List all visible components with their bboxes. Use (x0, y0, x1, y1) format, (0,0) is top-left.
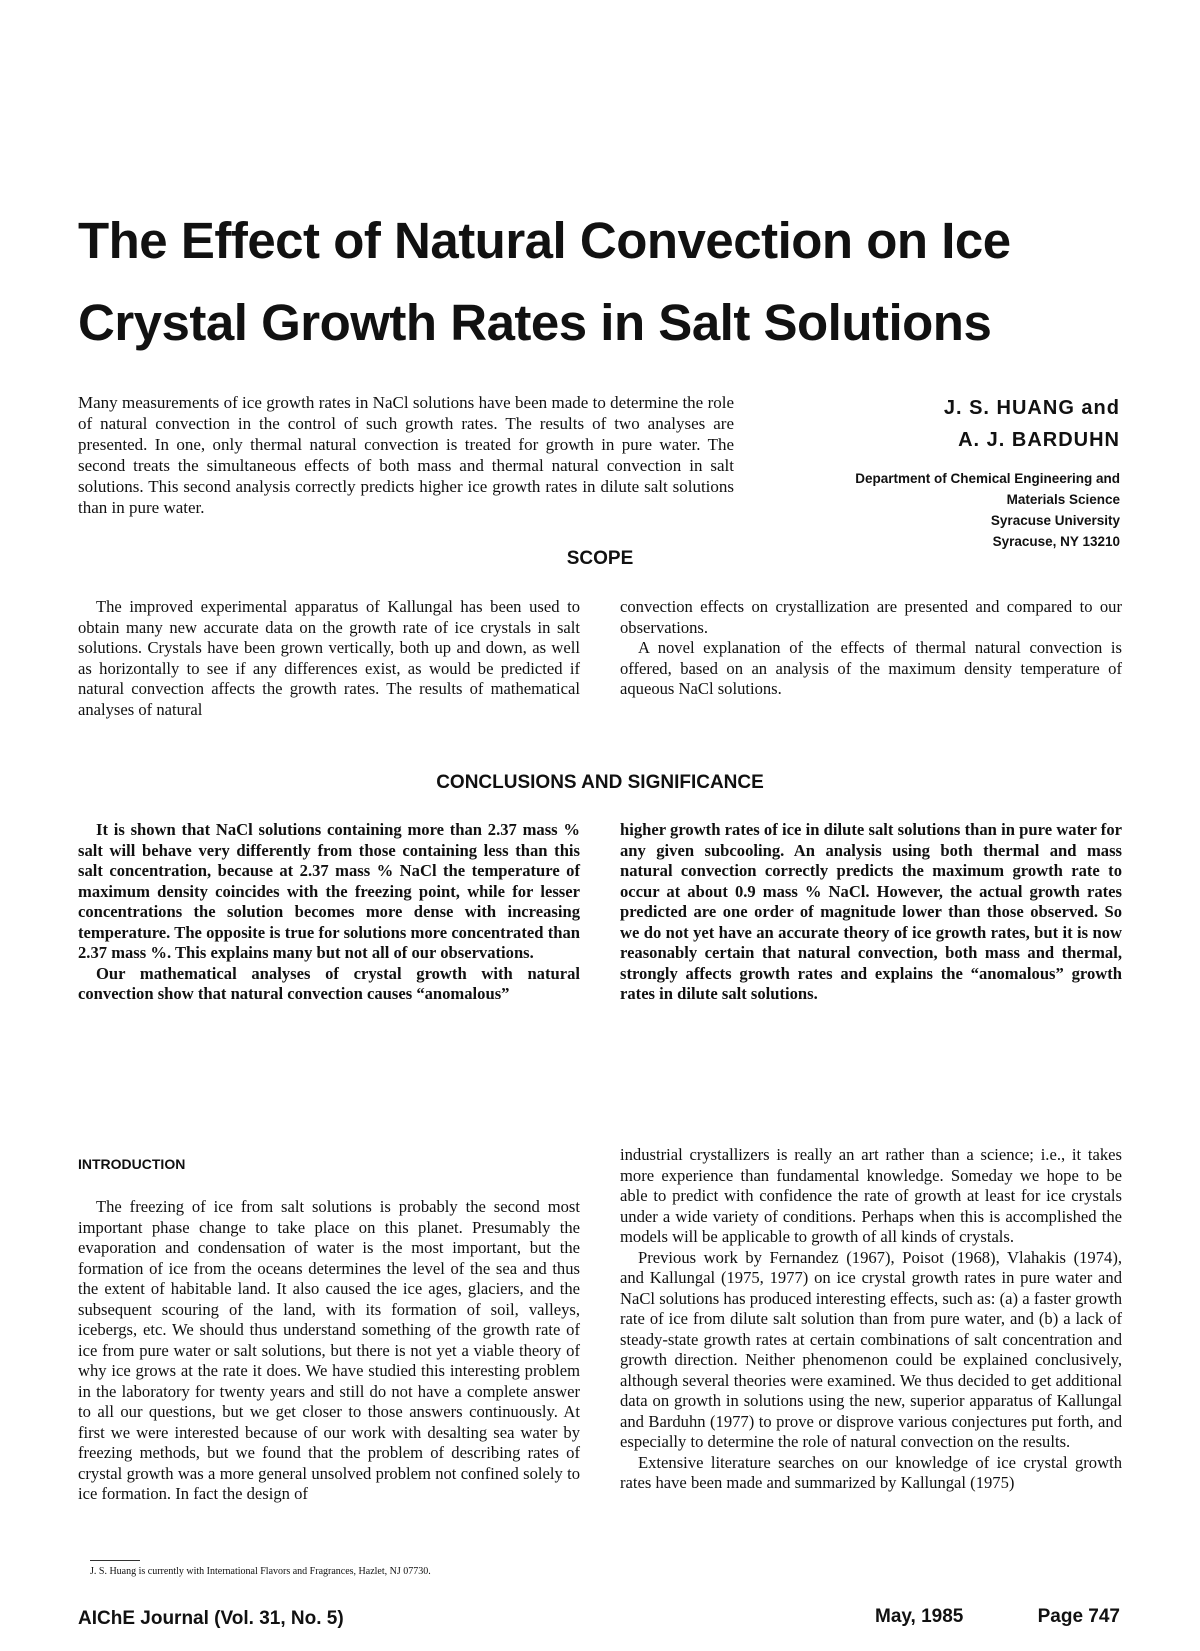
scope-right-column (620, 597, 1122, 700)
author-names (720, 392, 1120, 456)
footer-journal: AIChE Journal (Vol. 31, No. 5) (78, 1608, 344, 1629)
affiliation (720, 468, 1120, 552)
affiliation-line-3: Syracuse University (990, 513, 1120, 528)
author-2: A. J. BARDUHN (958, 429, 1120, 451)
scope-paragraph-2: A novel explanation of the effects of thermal natural convection is offered, based on an analysis of the maximum density temperature of aqueous NaCl solutions. (620, 638, 1122, 698)
conclusions-right-column (620, 820, 1122, 1005)
conclusions-continuation: higher growth rates of ice in dilute salt solutions than in pure water for any given subcooling. An analysis using both thermal and mass natural convection correctly predicts the maximum growth rate to occur at about 0.9 mass % NaCl. However, the actual growth rates predicted are one order of magnitude lower than those observed. So we do not yet have an accurate theory of ice growth rates, but it is now reasonably certain that natural convection, both mass and thermal, strongly affects growth rates and explains the “anomalous” growth rates in dilute salt solutions. (620, 820, 1122, 1003)
scope-paragraph-1: The improved experimental apparatus of Kallungal has been used to obtain many new accurate data on the growth rate of ice crystals in salt solutions. Crystals have been grown vertically, both up and down, as well as horizontally to see if any differences exist, as would be predicted if natural convection affects the growth rates. The results of mathematical analyses of natural (78, 597, 580, 719)
author-block (720, 392, 1120, 552)
conclusions-heading: CONCLUSIONS AND SIGNIFICANCE (436, 772, 764, 793)
conclusions-paragraph-2: Our mathematical analyses of crystal growth with natural convection show that natural convection causes “anomalous” (78, 963, 580, 1003)
affiliation-line-1: Department of Chemical Engineering and (855, 471, 1120, 486)
introduction-right-column (620, 1145, 1122, 1494)
author-1: J. S. HUANG and (943, 397, 1120, 419)
conclusions-paragraph-1: It is shown that NaCl solutions containing more than 2.37 mass % salt will behave very differently from those containing less than this salt concentration, because at 2.37 mass % NaCl the temperature of maximum density coincides with the freezing point, while for lesser concentrations the solution becomes more dense with increasing temperature. The opposite is true for solutions more concentrated than 2.37 mass %. This explains many but not all of our observations. (78, 820, 580, 962)
introduction-continuation: industrial crystallizers is really an art rather than a science; i.e., it takes more experience than fundamental knowledge. Someday we hope to be able to predict with confidence the rate of growth at least for ice crystals under a wide variety of conditions. Perhaps when this is accomplished the models will be applicable to growth of all kinds of crystals. (620, 1145, 1122, 1246)
introduction-heading: INTRODUCTION (78, 1156, 186, 1172)
footer-date: May, 1985 (875, 1606, 964, 1627)
introduction-paragraph-3: Extensive literature searches on our knowledge of ice crystal growth rates have been made and summarized by Kallungal (1975) (620, 1452, 1122, 1492)
scope-heading: SCOPE (566, 548, 634, 569)
title-line-2: Crystal Growth Rates in Salt Solutions (78, 294, 992, 351)
title-line-1: The Effect of Natural Convection on Ice (78, 212, 1011, 269)
conclusions-left-column (78, 820, 580, 1005)
scope-continuation: convection effects on crystallization are presented and compared to our observations. (620, 597, 1122, 637)
article-title (78, 200, 1138, 364)
scope-left-column (78, 597, 580, 720)
introduction-paragraph-2: Previous work by Fernandez (1967), Poisot (1968), Vlahakis (1974), and Kallungal (1975, 1977) on ice crystal growth rates in pure water and NaCl solutions has produced interesting effects, such as: (a) a faster growth rate of ice from dilute salt solution than from pure water, and (b) a lack of steady-state growth rates at certain combinations of salt concentration and growth direction. Neither phenomenon could be explained conclusively, although several theories were examined. We thus decided to get additional data on growth in solutions using the new, superior apparatus of Kallungal and Barduhn (1977) to prove or disprove various conjectures put forth, and especially to determine the role of natural convection on the results. (620, 1247, 1122, 1451)
introduction-paragraph-1: The freezing of ice from salt solutions is probably the second most important phase change to take place on this planet. Presumably the evaporation and condensation of water is the most important, but the formation of ice from the oceans determines the level of the sea and thus the extent of habitable land. It also caused the ice ages, glaciers, and the subsequent scouring of the land, with its formation of soil, valleys, icebergs, etc. We should thus understand something of the growth rate of ice from pure water or salt solutions, but there is not yet a viable theory of why ice grows at the rate it does. We have studied this interesting problem in the laboratory for twenty years and still do not have a complete answer to all our questions, but we get closer to those answers continuously. At first we were interested because of our work with desalting sea water by freezing methods, but we found that the problem of describing rates of crystal growth was a more general unsolved problem not confined solely to ice formation. In fact the design of (78, 1197, 580, 1503)
abstract: Many measurements of ice growth rates in NaCl solutions have been made to determine the role of natural convection in the control of such growth rates. The results of two analyses are presented. In one, only thermal natural convection is treated for growth in pure water. The second treats the simultaneous effects of both mass and thermal natural convection in salt solutions. This second analysis correctly predicts higher ice growth rates in dilute salt solutions than in pure water. (78, 393, 734, 517)
affiliation-line-2: Materials Science (1006, 492, 1120, 507)
footnote-rule (90, 1560, 140, 1561)
footer-page-number: Page 747 (1037, 1606, 1120, 1627)
introduction-left-column (78, 1197, 580, 1505)
affiliation-line-4: Syracuse, NY 13210 (992, 534, 1120, 549)
footnote: J. S. Huang is currently with International Flavors and Fragrances, Hazlet, NJ 07730. (90, 1566, 431, 1577)
